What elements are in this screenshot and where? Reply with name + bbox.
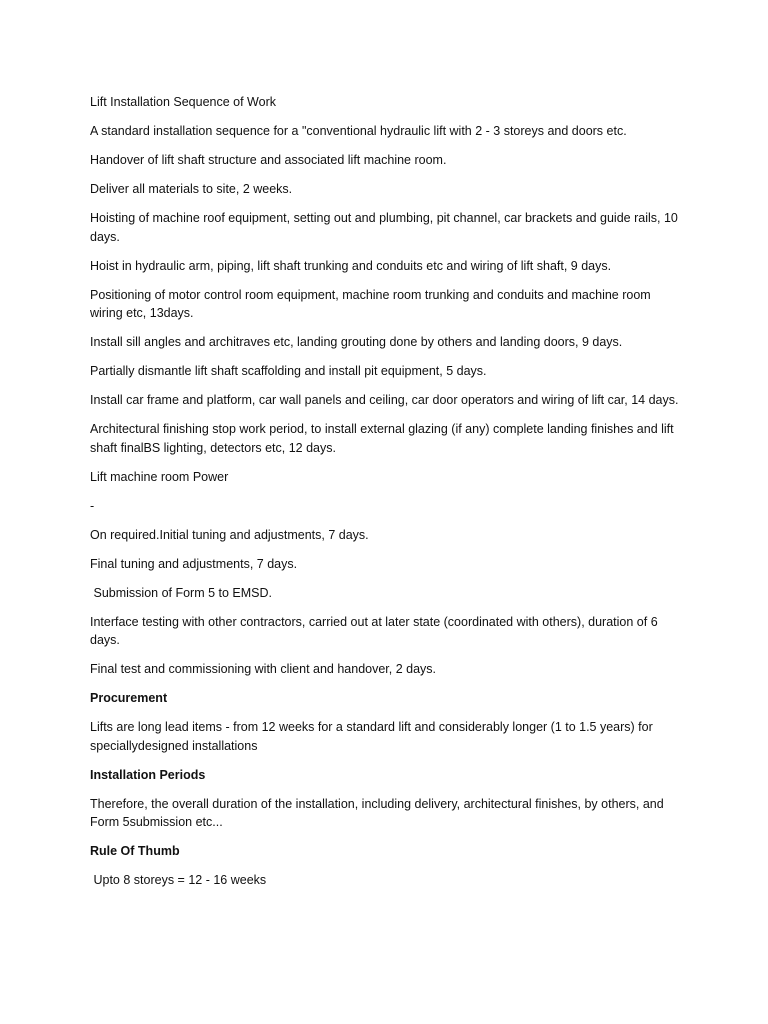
installation-periods-paragraph: Therefore, the overall duration of the installation, including delivery, architectural finishes, by others, and Form 5submission etc... xyxy=(90,796,668,829)
heading-rule-of-thumb: Rule Of Thumb xyxy=(90,844,180,858)
step-deliver-materials: Deliver all materials to site, 2 weeks. xyxy=(90,182,293,196)
step-final-tuning: Final tuning and adjustments, 7 days. xyxy=(90,556,298,571)
procurement-paragraph: Lifts are long lead items - from 12 weeks for a standard lift and considerably longer (1 to 1.5 years) for speciallydesigned installations xyxy=(90,720,657,753)
step-submission-form5: Submission of Form 5 to EMSD. xyxy=(90,585,273,600)
step-positioning-control-room: Positioning of motor control room equipment, machine room trunking and conduits and machine room wiring etc, 13days. xyxy=(90,287,655,320)
step-install-sill-angles: Install sill angles and architraves etc, landing grouting done by others and landing doors, 9 days. xyxy=(90,335,623,349)
step-machine-room-power: Lift machine room Power xyxy=(90,469,229,484)
step-interface-testing: Interface testing with other contractors, carried out at later state (coordinated with others), duration of 6 days. xyxy=(90,614,662,647)
step-handover: Handover of lift shaft structure and associated lift machine room. xyxy=(90,153,447,167)
heading-installation-periods: Installation Periods xyxy=(90,767,206,782)
step-hoisting-equipment: Hoisting of machine roof equipment, setting out and plumbing, pit channel, car brackets and guide rails, 10 days. xyxy=(90,211,682,244)
dash-separator: - xyxy=(90,498,95,513)
step-architectural-finishing: Architectural finishing stop work period, to install external glazing (if any) complete landing finishes and lift shaft finalBS lighting, detectors etc, 12 days. xyxy=(90,422,678,455)
intro-paragraph: A standard installation sequence for a "conventional hydraulic lift with 2 - 3 storeys and doors etc. xyxy=(90,124,627,138)
heading-procurement: Procurement xyxy=(90,691,168,705)
step-hoist-hydraulic-arm: Hoist in hydraulic arm, piping, lift shaft trunking and conduits etc and wiring of lift shaft, 9 days. xyxy=(90,258,612,273)
step-install-car-frame: Install car frame and platform, car wall panels and ceiling, car door operators and wiring of lift car, 14 days. xyxy=(90,393,679,407)
document-body xyxy=(90,93,680,900)
document-title: Lift Installation Sequence of Work xyxy=(90,95,276,109)
step-final-test: Final test and commissioning with client and handover, 2 days. xyxy=(90,662,437,676)
step-dismantle-scaffolding: Partially dismantle lift shaft scaffolding and install pit equipment, 5 days. xyxy=(90,364,487,378)
rule-of-thumb-paragraph: Upto 8 storeys = 12 - 16 weeks xyxy=(90,873,267,887)
step-initial-tuning: On required.Initial tuning and adjustments, 7 days. xyxy=(90,527,369,542)
